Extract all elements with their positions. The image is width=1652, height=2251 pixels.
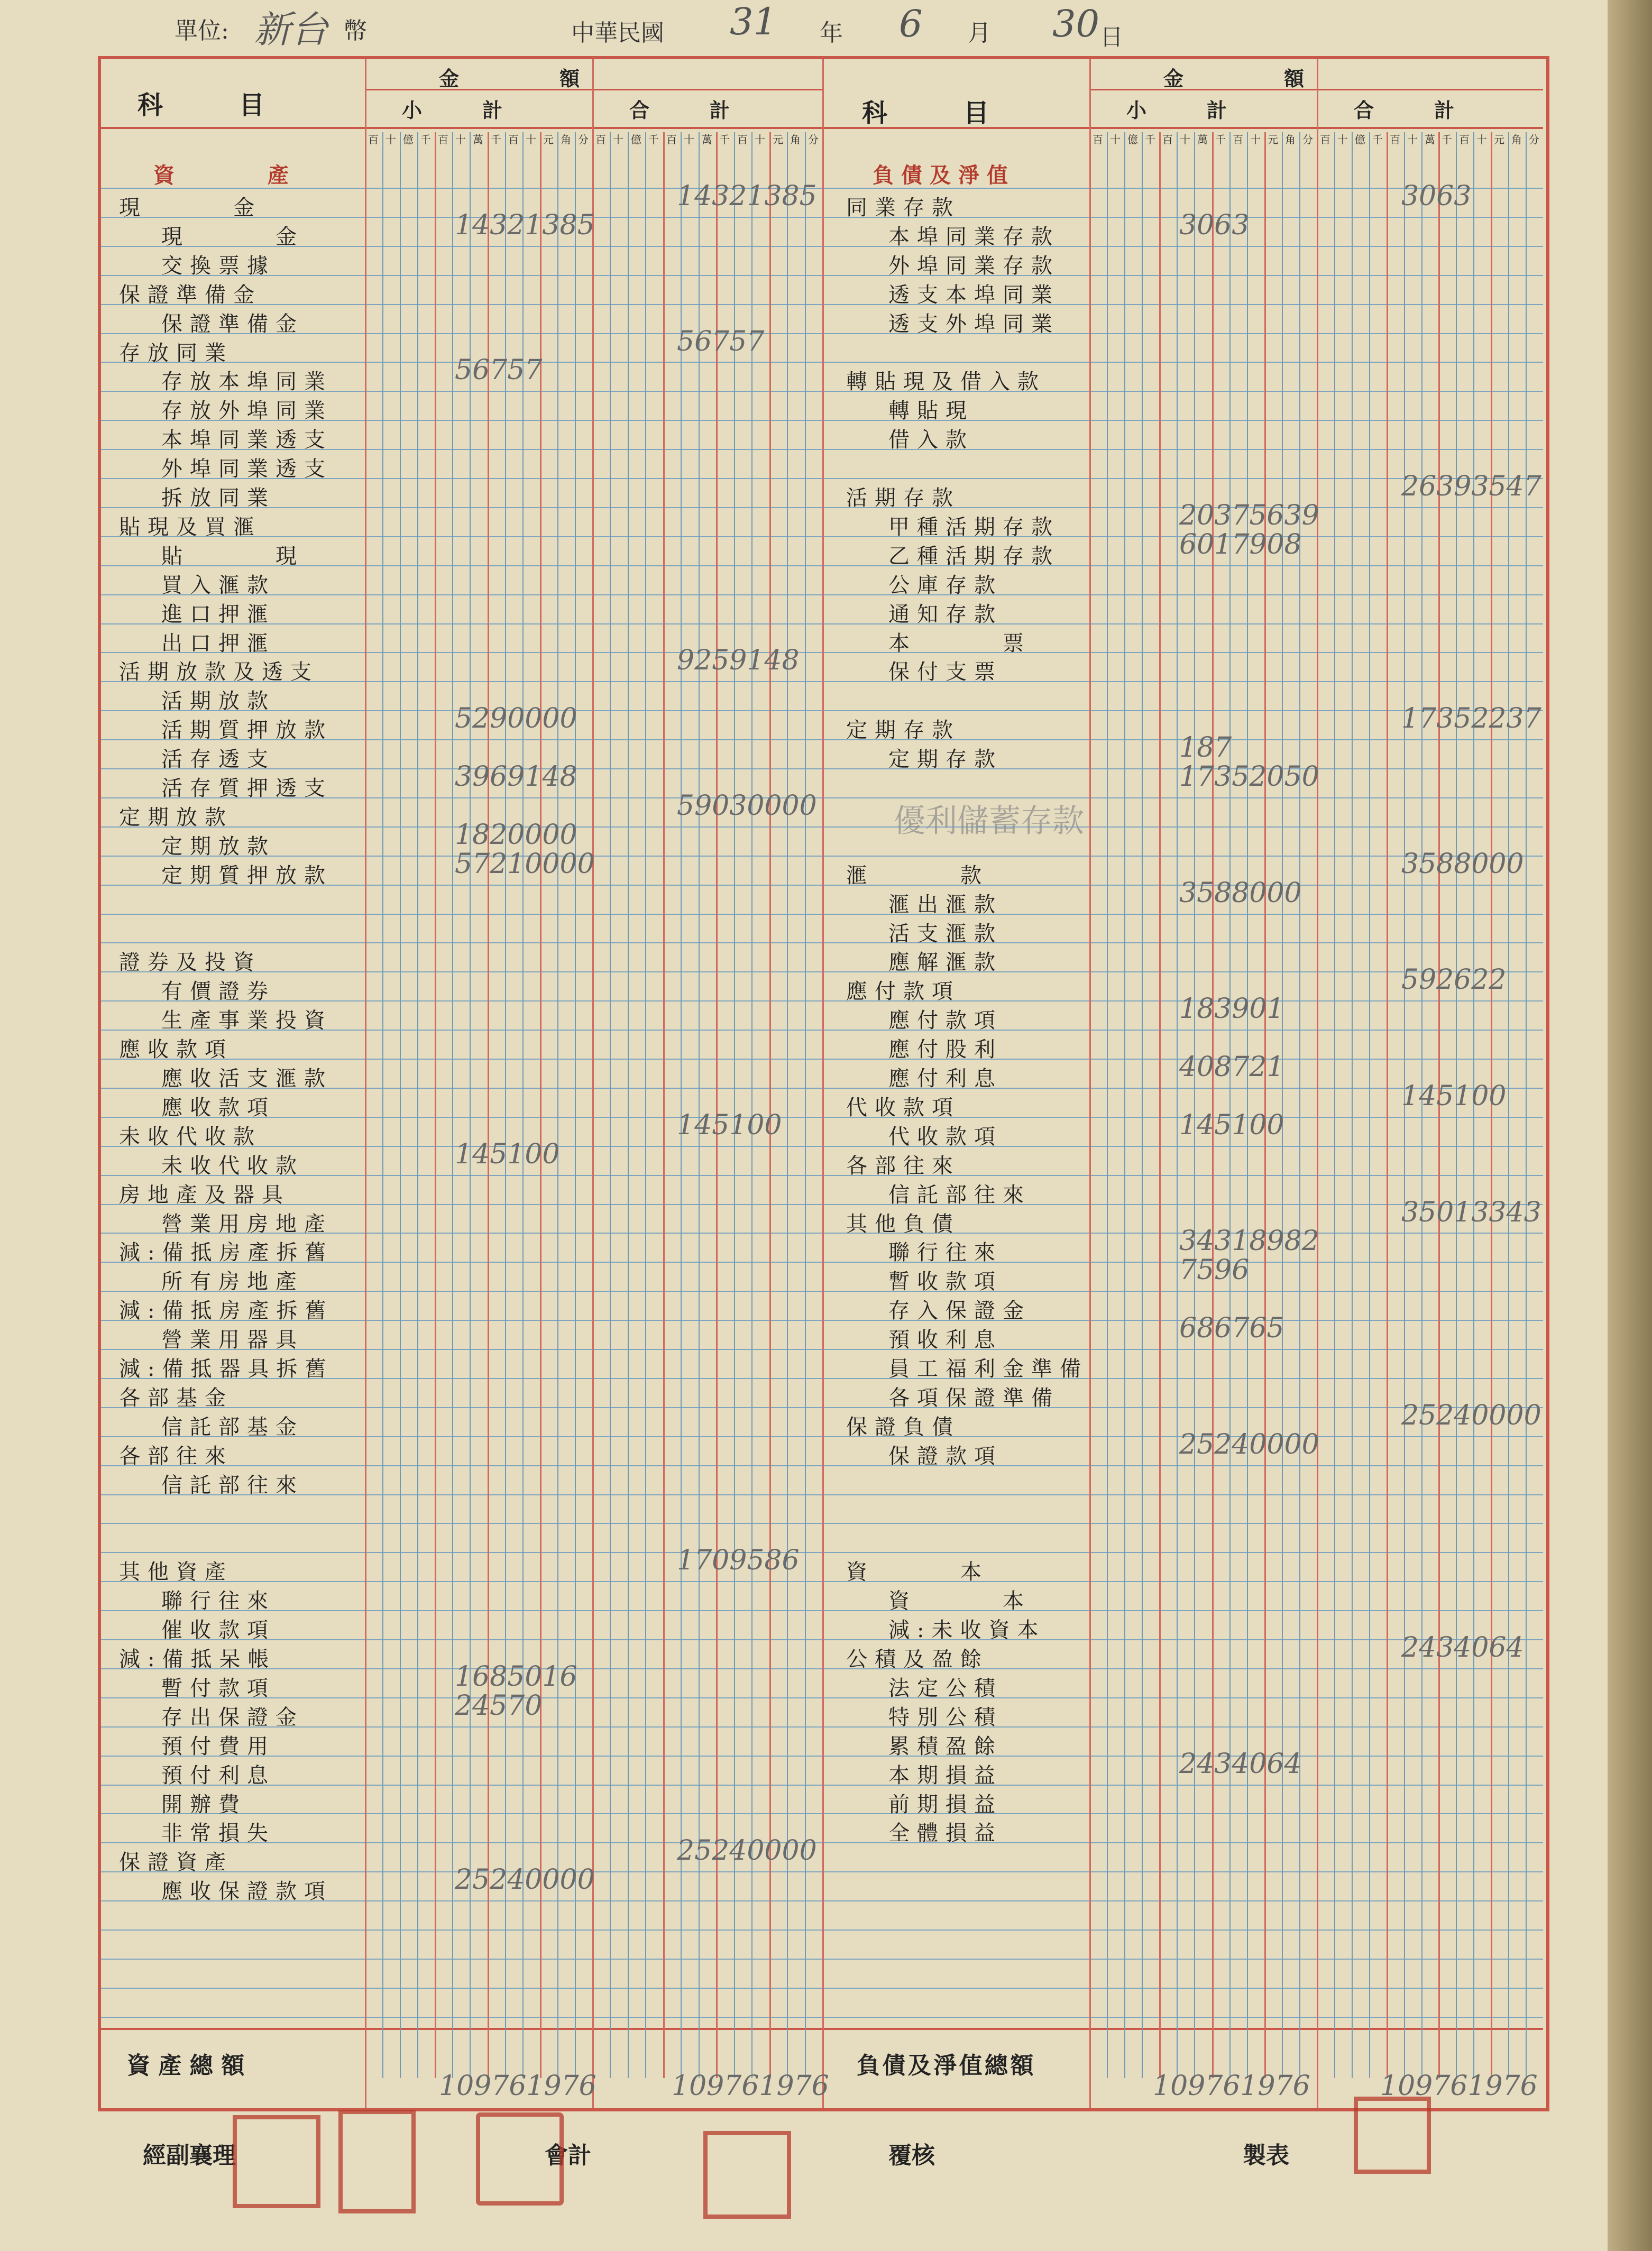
liability-account-label: 應解滙款 (888, 950, 1003, 975)
asset-account-label: 活期放款及透支 (119, 660, 319, 684)
digit-line (734, 132, 735, 2078)
digit-line (400, 132, 401, 2078)
digit-unit-label: 百 (368, 133, 379, 146)
liability-account-label: 活期存款 (846, 486, 960, 510)
digit-unit-label: 十 (1407, 133, 1418, 146)
digit-line (1334, 132, 1335, 2078)
liability-account-label: 本期損益 (888, 1763, 1003, 1788)
digit-line (787, 132, 788, 2078)
digit-unit-label: 億 (1355, 133, 1365, 146)
digit-unit-label: 分 (1302, 133, 1313, 146)
liability-account-label: 外埠同業存款 (888, 254, 1060, 278)
liability-account-label: 應付股利 (888, 1037, 1003, 1062)
digit-unit-label: 千 (420, 133, 431, 146)
page-edge (1608, 0, 1652, 2251)
liability-account-label: 存入保證金 (888, 1299, 1031, 1323)
asset-account-label: 定期質押放款 (161, 863, 333, 888)
liabilities-heading: 負債及淨值 (873, 163, 1015, 188)
digit-line (540, 132, 542, 2078)
reviewer-seal (703, 2131, 791, 2219)
liability-account-label: 各部往來 (846, 1154, 960, 1178)
asset-account-label: 信託部往來 (161, 1473, 304, 1497)
liability-account-label: 資 本 (846, 1560, 989, 1584)
digit-unit-label: 百 (737, 133, 748, 146)
asset-account-label: 減:備抵器具拆舊 (119, 1357, 334, 1381)
liability-account-label: 其他負債 (846, 1212, 960, 1236)
asset-account-label: 聯行往來 (161, 1589, 276, 1613)
digit-line (1212, 132, 1214, 2078)
liabilities-total-total: 109761976 (1380, 2070, 1538, 2102)
digit-unit-label: 千 (1442, 133, 1452, 146)
currency-label: 幣 (344, 17, 367, 44)
digit-line (1282, 132, 1283, 2078)
liability-account-label: 代收款項 (846, 1096, 960, 1120)
liability-subtotal-amount: 7596 (1179, 1254, 1250, 1286)
asset-account-label: 外埠同業透支 (161, 457, 333, 481)
digit-unit-label: 十 (755, 133, 765, 146)
digit-unit-label: 十 (1337, 133, 1348, 146)
liability-total-amount: 145100 (1401, 1080, 1507, 1112)
unit-label: 單位: (175, 17, 229, 44)
asset-account-label: 定期放款 (119, 805, 233, 830)
digit-unit-label: 元 (543, 133, 554, 146)
amount-rule-right (1089, 89, 1543, 90)
digit-line (1194, 132, 1195, 2078)
asset-account-label: 存放本埠同業 (161, 370, 333, 394)
total-header-left: 合 計 (629, 98, 730, 122)
asset-total-amount: 59030000 (677, 790, 817, 822)
asset-account-label: 催收款項 (161, 1618, 276, 1642)
assets-total-label: 資產總額 (127, 2052, 253, 2079)
liability-account-label: 應付款項 (846, 979, 960, 1004)
asset-account-label: 保證資產 (119, 1850, 233, 1875)
liability-account-label: 各項保證準備 (888, 1386, 1060, 1410)
digit-unit-label: 角 (1285, 133, 1296, 146)
digit-unit-label: 十 (386, 133, 396, 146)
asset-account-label: 應收活支滙款 (161, 1067, 333, 1091)
liability-account-label: 累積盈餘 (888, 1734, 1003, 1759)
liability-account-label: 保付支票 (888, 660, 1003, 684)
liability-account-label: 同業存款 (846, 196, 960, 220)
asset-account-label: 存放同業 (119, 341, 233, 365)
column-divider (1317, 59, 1318, 2108)
digit-line (663, 132, 665, 2078)
digit-line (1299, 132, 1300, 2078)
digit-unit-label: 千 (719, 133, 730, 146)
asset-account-label: 信託部基金 (161, 1415, 304, 1439)
liability-account-label: 滙出滙款 (888, 893, 1003, 917)
asset-account-label: 貼 現 (161, 544, 304, 568)
asset-total-amount: 9259148 (677, 645, 800, 676)
month-value: 6 (899, 2, 923, 45)
digit-unit-label: 百 (1320, 133, 1330, 146)
digit-unit-label: 萬 (1197, 133, 1208, 146)
digit-unit-label: 百 (1093, 133, 1103, 146)
liability-account-label: 前期損益 (888, 1793, 1003, 1817)
digit-line (417, 132, 418, 2078)
liability-account-label: 公庫存款 (888, 573, 1003, 598)
liability-account-label: 預收利息 (888, 1328, 1003, 1352)
asset-account-label: 存出保證金 (161, 1705, 304, 1730)
assets-total-subtotal: 109761976 (439, 2070, 596, 2102)
asset-account-label: 未收代收款 (161, 1154, 304, 1178)
digit-line (557, 132, 558, 2078)
subtotal-header-right: 小 計 (1126, 98, 1227, 122)
digit-unit-label: 百 (666, 133, 677, 146)
liability-account-label: 定期存款 (888, 747, 1003, 771)
digit-unit-label: 分 (1529, 133, 1539, 146)
liability-account-label: 透支外埠同業 (888, 312, 1060, 336)
liability-account-label: 借入款 (888, 428, 974, 452)
liability-subtotal-amount: 17352050 (1179, 761, 1319, 793)
digit-unit-label: 角 (790, 133, 801, 146)
liability-total-amount: 2434064 (1401, 1632, 1524, 1664)
liability-account-label: 保證款項 (888, 1444, 1003, 1468)
digit-line (1107, 132, 1108, 2078)
liability-subtotal-amount: 145100 (1179, 1109, 1284, 1141)
digit-line (681, 132, 682, 2078)
day-label: 日 (1100, 24, 1123, 51)
digit-unit-label: 千 (1215, 133, 1226, 146)
liability-account-label: 應付利息 (888, 1067, 1003, 1091)
assets-heading: 資 產 (153, 163, 296, 188)
digit-line (645, 132, 646, 2078)
asset-account-label: 減:備抵房產拆舊 (119, 1241, 334, 1265)
digit-line (1159, 132, 1161, 2078)
liability-account-label: 代收款項 (888, 1125, 1003, 1149)
asset-account-label: 營業用器具 (161, 1328, 304, 1352)
liability-subtotal-amount: 25240000 (1179, 1429, 1319, 1460)
liability-total-amount: 17352237 (1401, 703, 1541, 734)
manager-seal-2 (338, 2110, 416, 2213)
digit-unit-label: 百 (508, 133, 519, 146)
asset-account-label: 定期放款 (161, 834, 276, 859)
digit-unit-label: 億 (1127, 133, 1138, 146)
digit-unit-label: 百 (1390, 133, 1400, 146)
liability-account-label: 暫收款項 (888, 1270, 1003, 1294)
digit-unit-label: 千 (1145, 133, 1155, 146)
asset-subtotal-amount: 5290000 (455, 703, 577, 734)
liability-subtotal-amount: 408721 (1179, 1051, 1284, 1083)
assets-total-total: 109761976 (672, 2070, 829, 2102)
digit-line (1352, 132, 1353, 2078)
digit-unit-label: 分 (808, 133, 819, 146)
asset-account-label: 預付利息 (161, 1763, 276, 1788)
asset-subtotal-amount: 145100 (455, 1138, 560, 1170)
digit-unit-label: 千 (1372, 133, 1383, 146)
liability-account-label: 聯行往來 (888, 1241, 1003, 1265)
digit-unit-label: 萬 (1425, 133, 1435, 146)
asset-subtotal-amount: 57210000 (455, 848, 595, 880)
asset-total-amount: 14321385 (677, 180, 817, 212)
amount-header-right: 金 額 (1163, 67, 1305, 90)
liability-account-label: 本 票 (888, 631, 1031, 656)
digit-line (1177, 132, 1178, 2078)
liability-subtotal-amount: 34318982 (1179, 1225, 1319, 1257)
liability-account-label: 甲種活期存款 (888, 515, 1060, 539)
liability-account-label: 信託部往來 (888, 1183, 1031, 1207)
digit-line (1247, 132, 1248, 2078)
digit-line (488, 132, 489, 2078)
digit-line (751, 132, 752, 2078)
digit-line (435, 132, 436, 2078)
digit-unit-label: 十 (1110, 133, 1121, 146)
liability-account-label: 員工福利金準備 (888, 1357, 1088, 1381)
era-label: 中華民國 (571, 20, 664, 47)
liability-total-amount: 35013343 (1401, 1197, 1541, 1228)
total-header-right: 合 計 (1354, 98, 1455, 122)
digit-unit-label: 角 (1511, 133, 1522, 146)
accountant-seal (476, 2112, 564, 2206)
column-divider (592, 59, 594, 2108)
asset-account-label: 各部往來 (119, 1444, 233, 1468)
asset-account-label: 證券及投資 (119, 950, 262, 975)
liability-total-amount: 3063 (1401, 180, 1472, 212)
liability-account-label: 轉貼現及借入款 (846, 370, 1046, 394)
manager-seal-1 (233, 2115, 320, 2208)
digit-unit-label: 十 (1250, 133, 1261, 146)
liability-account-label: 活支滙款 (888, 922, 1003, 946)
asset-account-label: 本埠同業透支 (161, 428, 333, 452)
digit-unit-label: 百 (1233, 133, 1243, 146)
asset-account-label: 預付費用 (161, 1734, 276, 1759)
digit-line (1508, 132, 1509, 2078)
day-value: 30 (1052, 2, 1100, 45)
digit-unit-label: 百 (595, 133, 606, 146)
liability-account-label: 定期存款 (846, 718, 960, 742)
liability-account-label: 全體損益 (888, 1821, 1003, 1845)
asset-account-label: 營業用房地產 (161, 1212, 333, 1236)
digit-unit-label: 千 (491, 133, 501, 146)
asset-account-label: 存放外埠同業 (161, 399, 333, 423)
digit-line (805, 132, 806, 2078)
digit-unit-label: 十 (613, 133, 623, 146)
liability-subtotal-amount: 3063 (1179, 209, 1250, 241)
liability-total-amount: 25240000 (1401, 1400, 1541, 1431)
digit-line (628, 132, 629, 2078)
asset-total-amount: 25240000 (677, 1835, 817, 1867)
reviewer-signature-label: 覆核 (888, 2142, 935, 2169)
asset-subtotal-amount: 56757 (455, 354, 543, 386)
year-value: 31 (730, 0, 777, 43)
digit-line (699, 132, 700, 2078)
liability-total-amount: 26393547 (1401, 471, 1541, 502)
digit-unit-label: 十 (526, 133, 536, 146)
asset-account-label: 生產事業投資 (161, 1008, 333, 1033)
deposit-stamp-text: 優利儲蓄存款 (894, 803, 1084, 840)
asset-subtotal-amount: 24570 (455, 1690, 543, 1722)
liability-total-amount: 3588000 (1401, 848, 1524, 880)
account-header-right: 科 目 (862, 98, 989, 128)
digit-unit-label: 元 (1268, 133, 1278, 146)
amount-header-left: 金 額 (439, 67, 580, 90)
asset-account-label: 保證準備金 (161, 312, 304, 336)
liabilities-total-subtotal: 109761976 (1153, 2070, 1310, 2102)
asset-subtotal-amount: 1820000 (455, 819, 577, 851)
digit-unit-label: 十 (1476, 133, 1487, 146)
asset-account-label: 現 金 (119, 196, 262, 220)
column-divider (365, 59, 366, 2108)
digit-line (716, 132, 718, 2078)
digit-line (1142, 132, 1143, 2078)
liability-subtotal-amount: 20375639 (1179, 500, 1319, 531)
digit-line (1387, 132, 1388, 2078)
account-header-left: 科 目 (137, 90, 265, 120)
asset-account-label: 活期質押放款 (161, 718, 333, 742)
asset-account-label: 貼現及買滙 (119, 515, 262, 539)
digit-line (505, 132, 506, 2078)
liabilities-total-label: 負債及淨值總額 (857, 2052, 1036, 2079)
asset-account-label: 活存透支 (161, 747, 276, 771)
digit-unit-label: 分 (578, 133, 589, 146)
preparer-seal (1354, 2097, 1431, 2174)
liability-account-label: 法定公積 (888, 1676, 1003, 1701)
digit-unit-label: 十 (684, 133, 694, 146)
liability-account-label: 減:未收資本 (888, 1618, 1046, 1642)
liability-subtotal-amount: 3588000 (1179, 877, 1302, 909)
liability-account-label: 乙種活期存款 (888, 544, 1060, 568)
asset-account-label: 活存質押透支 (161, 776, 333, 801)
asset-account-label: 非常損失 (161, 1821, 276, 1845)
digit-unit-label: 億 (403, 133, 414, 146)
liability-account-label: 轉貼現 (888, 399, 974, 423)
asset-account-label: 減:備抵呆帳 (119, 1647, 277, 1671)
digit-unit-label: 萬 (702, 133, 712, 146)
digit-line (522, 132, 524, 2078)
digit-line (1229, 132, 1231, 2078)
digit-line (1369, 132, 1370, 2078)
asset-total-amount: 1709586 (677, 1545, 800, 1576)
asset-total-amount: 56757 (677, 326, 765, 357)
liability-subtotal-amount: 6017908 (1179, 529, 1302, 561)
liability-account-label: 應付款項 (888, 1008, 1003, 1033)
digit-line (610, 132, 611, 2078)
asset-account-label: 應收款項 (119, 1037, 233, 1062)
asset-account-label: 應收保證款項 (161, 1879, 333, 1904)
digit-unit-label: 百 (1162, 133, 1173, 146)
asset-account-label: 保證準備金 (119, 283, 262, 307)
accountant-signature-label: 會計 (545, 2142, 591, 2169)
manager-signature-label: 經副襄理 (143, 2142, 236, 2169)
digit-unit-label: 百 (438, 133, 448, 146)
digit-line (452, 132, 453, 2078)
asset-account-label: 交換票據 (161, 254, 276, 278)
asset-account-label: 所有房地產 (161, 1270, 304, 1294)
liability-subtotal-amount: 2434064 (1179, 1748, 1302, 1780)
digit-line (575, 132, 576, 2078)
asset-account-label: 出口押滙 (161, 631, 276, 656)
asset-account-label: 進口押滙 (161, 602, 276, 627)
digit-unit-label: 萬 (473, 133, 483, 146)
subtotal-header-left: 小 計 (402, 98, 503, 122)
liability-subtotal-amount: 686765 (1179, 1312, 1284, 1344)
asset-total-amount: 145100 (677, 1109, 782, 1141)
liability-account-label: 特別公積 (888, 1705, 1003, 1730)
liability-account-label: 資 本 (888, 1589, 1031, 1613)
liability-account-label: 透支本埠同業 (888, 283, 1060, 307)
preparer-signature-label: 製表 (1243, 2142, 1289, 2169)
liability-subtotal-amount: 187 (1179, 732, 1232, 764)
digit-line (1124, 132, 1125, 2078)
liability-total-amount: 592622 (1401, 964, 1507, 996)
asset-account-label: 減:備抵房產拆舊 (119, 1299, 334, 1323)
digit-line (769, 132, 771, 2078)
asset-subtotal-amount: 14321385 (455, 209, 595, 241)
liability-account-label: 通知存款 (888, 602, 1003, 627)
digit-unit-label: 億 (631, 133, 641, 146)
column-divider (822, 59, 824, 2108)
digit-unit-label: 十 (455, 133, 466, 146)
digit-unit-label: 角 (561, 133, 571, 146)
digit-unit-label: 千 (648, 133, 659, 146)
asset-account-label: 拆放同業 (161, 486, 276, 510)
liability-account-label: 保證負債 (846, 1415, 960, 1439)
asset-subtotal-amount: 25240000 (455, 1864, 595, 1896)
year-label: 年 (820, 20, 843, 47)
asset-account-label: 活期放款 (161, 689, 276, 713)
unit-value: 新台 (254, 8, 328, 51)
digit-line (382, 132, 383, 2078)
asset-account-label: 房地產及器具 (119, 1183, 290, 1207)
asset-account-label: 其他資產 (119, 1560, 233, 1584)
asset-subtotal-amount: 1685016 (455, 1661, 577, 1693)
asset-account-label: 開辦費 (161, 1793, 247, 1817)
column-divider (1089, 59, 1091, 2108)
digit-unit-label: 元 (773, 133, 783, 146)
liability-account-label: 公積及盈餘 (846, 1647, 989, 1671)
liability-account-label: 滙 款 (846, 863, 989, 888)
asset-account-label: 應收款項 (161, 1096, 276, 1120)
digit-line (1526, 132, 1527, 2078)
asset-subtotal-amount: 3969148 (455, 761, 577, 793)
asset-account-label: 各部基金 (119, 1386, 233, 1410)
asset-account-label: 有價證券 (161, 979, 276, 1004)
digit-unit-label: 十 (1180, 133, 1190, 146)
month-label: 月 (968, 20, 991, 47)
asset-account-label: 現 金 (161, 225, 304, 249)
digit-unit-label: 元 (1494, 133, 1504, 146)
asset-account-label: 買入滙款 (161, 573, 276, 598)
liability-subtotal-amount: 183901 (1179, 993, 1284, 1025)
asset-account-label: 未收代收款 (119, 1125, 262, 1149)
digit-unit-label: 百 (1459, 133, 1470, 146)
digit-line (1264, 132, 1266, 2078)
asset-account-label: 暫付款項 (161, 1676, 276, 1701)
digit-line (470, 132, 471, 2078)
liability-account-label: 本埠同業存款 (888, 225, 1060, 249)
